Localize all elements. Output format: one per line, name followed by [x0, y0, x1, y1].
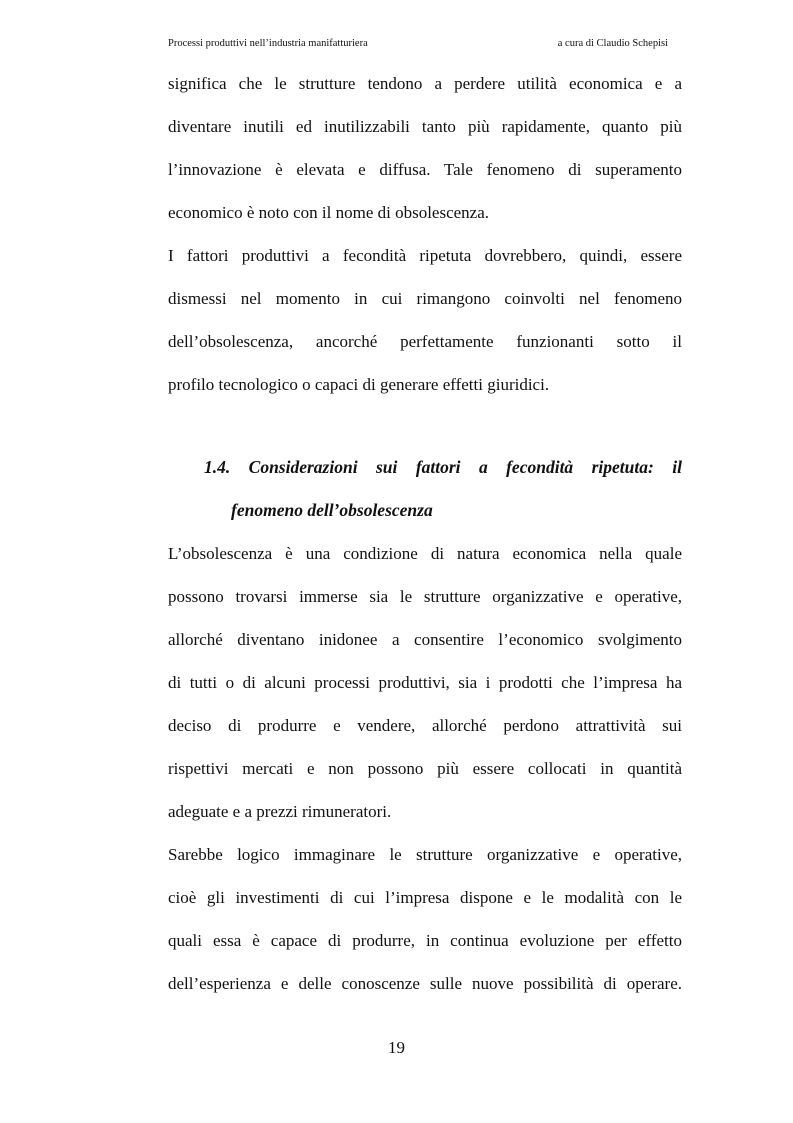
page-number: 19: [388, 1038, 405, 1057]
text-line: l’innovazione è elevata e diffusa. Tale fenomeno di superamento: [168, 160, 682, 179]
page-body: [168, 62, 682, 1005]
paragraph-factors-dismissal: [168, 234, 682, 406]
text-line: dell’esperienza e delle conoscenze sulle nuove possibilità di operare.: [168, 974, 682, 993]
section-number: 1.4.: [204, 457, 231, 477]
header-title: Processi produttivi nell’industria manifatturiera: [168, 38, 368, 49]
paragraph-obsolescence-intro: [168, 62, 682, 234]
text-line: allorché diventano inidonee a consentire l’economico svolgimento: [168, 630, 682, 649]
heading-word: sui: [376, 457, 398, 477]
text-line: cioè gli investimenti di cui l’impresa dispone e le modalità con le: [168, 888, 682, 907]
paragraph-structures-evolution: [168, 833, 682, 1005]
heading-word: ripetuta:: [591, 457, 654, 477]
section-heading-line-1: [168, 446, 682, 489]
text-line: Sarebbe logico immaginare le strutture organizzative e operative,: [168, 845, 682, 864]
heading-word: a: [478, 457, 488, 477]
text-line: significa che le strutture tendono a perdere utilità economica e a: [168, 74, 682, 93]
heading-word: fecondità: [506, 457, 574, 477]
text-line: I fattori produttivi a fecondità ripetuta dovrebbero, quindi, essere: [168, 246, 682, 265]
header-author: a cura di Claudio Schepisi: [557, 38, 668, 49]
running-header: [168, 38, 682, 54]
text-line: deciso di produrre e vendere, allorché perdono attrattività sui: [168, 716, 682, 735]
text-line: L’obsolescenza è una condizione di natura economica nella quale: [168, 544, 682, 563]
text-line: diventare inutili ed inutilizzabili tanto più rapidamente, quanto più: [168, 117, 682, 136]
text-line: profilo tecnologico o capaci di generare effetti giuridici.: [168, 375, 550, 394]
text-line: rispettivi mercati e non possono più essere collocati in quantità: [168, 759, 682, 778]
heading-word: fattori: [415, 457, 461, 477]
text-line: dismessi nel momento in cui rimangono coinvolti nel fenomeno: [168, 289, 682, 308]
text-line: possono trovarsi immerse sia le strutture organizzative e operative,: [168, 587, 682, 606]
section-heading-line-2: fenomeno dell’obsolescenza: [231, 500, 433, 520]
section-spacer: [168, 406, 682, 446]
heading-word: il: [672, 457, 682, 477]
paragraph-obsolescence-definition: [168, 532, 682, 833]
text-line: economico è noto con il nome di obsolescenza.: [168, 203, 490, 222]
text-line: quali essa è capace di produrre, in continua evoluzione per effetto: [168, 931, 682, 950]
heading-word: Considerazioni: [248, 457, 358, 477]
text-line: dell’obsolescenza, ancorché perfettamente funzionanti sotto il: [168, 332, 682, 351]
section-heading: [168, 446, 682, 532]
text-line: di tutti o di alcuni processi produttivi, sia i prodotti che l’impresa ha: [168, 673, 682, 692]
text-line: adeguate e a prezzi rimuneratori.: [168, 802, 392, 821]
